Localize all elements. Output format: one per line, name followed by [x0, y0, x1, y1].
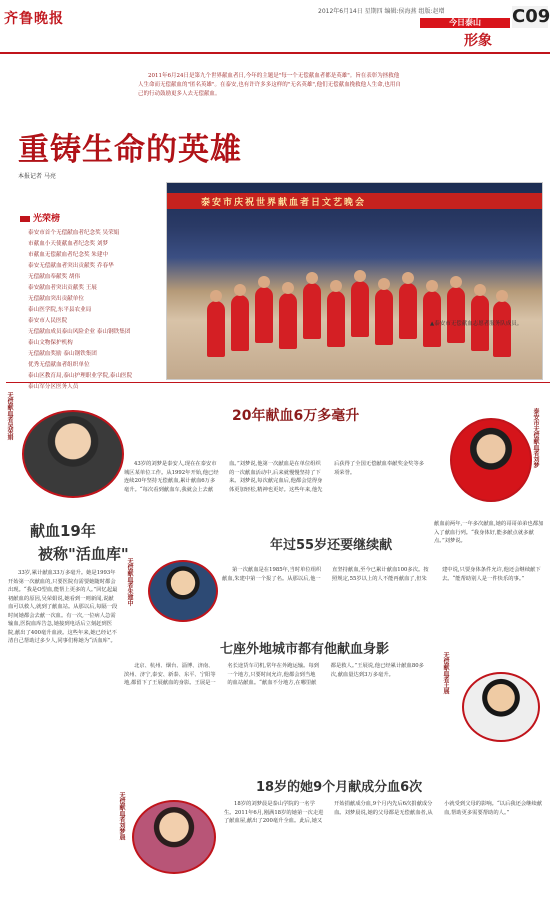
portrait-photo [462, 672, 540, 742]
volunteer-figure [231, 295, 249, 351]
honor-list-item: 无偿献血奉献奖 胡伟 [28, 274, 81, 280]
intro-paragraph: 2011年6月24日是第九个世界献血者日,今年的主题是"每一个无偿献血者都是英雄"。旨在表彰为拯救他人生命而无偿献血的"匿名英雄"。在泰安,也有许许多多这样的"无名英雄",他们无偿献血挽救他人生命,也用自己的行动鼓励更多人去无偿献血。 [138, 73, 401, 97]
section-divider [6, 382, 550, 383]
volunteer-figure [327, 291, 345, 347]
article-body: 33岁,累计献血33万多毫升。她是1993年开始第一次献血的,只要医院有需要她随时都会出现。“我是O型血,能帮上更多的人。”回忆起最初献血的原因,吴荣娟说,她看到一则新闻,说献血可以救人,就到了献血站。从那以后,每隔一段时间她都会去献一次血。有一次,一位病人急需输血,医院血库告急,她接到电话后立刻赶到医院,献出了400毫升血液。这些年来,她已经记不清自己帮助过多少人,同事们称她为“活血库”。 [8, 570, 118, 644]
article-body: 43岁的刘梦是泰安人,现在在泰安市城区某单位工作。从1992年开始,他已经连续20年坚持无偿献血,累计献血6万多毫升。“每次看到献血车,我就会上去献血。”刘梦说,他第一次献血是在单位组织的一次献血活动中,后来就慢慢坚持了下来。刘梦说,每次献完血后,他都会觉得身体更加轻松,精神也更好。这些年来,他先后获得了全国无偿献血奉献奖金奖等多项荣誉。 [124, 461, 425, 493]
dateline: 2012年6月14日 星期四 编辑:侯海燕 组版:赵增 [318, 8, 445, 15]
honor-list [28, 228, 178, 393]
article-body: 献血前两年,一年多次献血,她的哥哥弟弟也都加入了献血行列。“我身体好,能多献点就多献点。”刘梦说。 [434, 521, 544, 544]
honor-list-heading: 光荣榜 [20, 211, 60, 224]
volunteer-figure [303, 283, 321, 339]
portrait-photo [132, 800, 216, 874]
article-title: 被称"活血库" [38, 545, 129, 563]
photo-caption: ▲泰安市无偿献血志愿者服务队成员。 [430, 321, 523, 327]
volunteer-figure [375, 289, 393, 345]
honor-list-item: 泰山军分区医务人员 [28, 384, 79, 390]
article-title: 年过55岁还要继续献 [270, 538, 393, 553]
article-body: 18岁的刘梦晨是泰山学院的一名学生。2011年6月,刚满18岁的她第一次走进了献血屋,献出了200毫升全血。此后,她又开始捐献成分血,9个月内先后6次捐献成分血。刘梦晨说,她的父母都是无偿献血者,从小就受到父母的影响。“以后我还会继续献血,帮助更多需要帮助的人。” [224, 801, 543, 824]
portrait-photo [450, 418, 532, 502]
volunteer-figure [279, 293, 297, 349]
honor-list-item: 泰山医学院,东平县农业局 [28, 307, 92, 313]
honor-list-item: 无偿献血奖励 泰山钢铁集团 [28, 351, 97, 357]
portrait-photo [22, 410, 124, 498]
article-body: 北京、杭州、烟台、淄博、济南、滨州、济宁,泰安、新泰、东平、宁阳等地,都留下了王展献血的身影。王展是一名长途货车司机,常年在外跑运输。每到一个地方,只要时间允许,他都会到当地的血站献血。“献血不分地方,在哪里献都是救人。”王展说,他已经累计献血80多次,献血量达到3万多毫升。 [124, 663, 424, 686]
photo-caption-vertical: 无偿献血者朱建中 [126, 558, 133, 606]
volunteer-figure [493, 301, 511, 357]
honor-list-item: 市献血无偿献血者纪念奖 朱建中 [28, 252, 109, 258]
byline: 本报记者 马亮 [18, 173, 56, 180]
photo-caption-vertical: 泰安市无偿献血者刘梦 [532, 408, 539, 468]
page-number: C09 [512, 6, 550, 27]
portrait-photo [148, 560, 218, 622]
volunteer-figure [399, 283, 417, 339]
article-body: 第一次献血是在1985年,当时单位组织献血,朱建中第一个报了名。从那以后,他一直坚持献血,至今已累计献血100多次。按照规定,55岁以上的人不能再献血了,但朱建中说,只要身体条件允许,他还会继续献下去。“能帮助别人是一件快乐的事。” [222, 567, 541, 582]
honor-list-item: 无偿献血突出贡献单位 [28, 296, 84, 302]
honor-list-item: 优秀无偿献血者组织单位 [28, 362, 90, 368]
photo-caption-vertical: 无偿献血者刘梦晨 [118, 792, 125, 840]
volunteer-figure [447, 287, 465, 343]
photo-caption-vertical: 无偿献血者吴荣娟 [6, 392, 13, 440]
honor-list-item: 泰山区教育局,泰山护理职业学院,泰山医院 [28, 373, 133, 379]
honor-list-item: 泰山文物保护机构 [28, 340, 73, 346]
article-title: 18岁的她9个月献成分血6次 [256, 780, 423, 795]
newspaper-masthead: 齐鲁晚报 [4, 11, 64, 27]
stage-banner [167, 193, 542, 209]
article-title: 献血19年 [30, 522, 96, 540]
honor-list-item: 市献血小天使献血者纪念奖 刘梦 [28, 241, 109, 247]
section-tag: 今日泰山 [420, 18, 510, 28]
page-title: 重铸生命的英雄 [18, 132, 242, 168]
honor-list-item: 泰安无偿献血者突出贡献奖 乔春华 [28, 263, 114, 269]
volunteer-figure [351, 281, 369, 337]
volunteer-figure [255, 287, 273, 343]
honor-list-item: 无偿献血成员泰山风险企业 泰山钢铁集团 [28, 329, 131, 335]
article-title: 20年献血6万多毫升 [232, 408, 360, 424]
honor-list-item: 泰安献血者突出贡献奖 王展 [28, 285, 97, 291]
volunteer-figure [423, 291, 441, 347]
volunteer-figure [207, 301, 225, 357]
stage-banner-text: 泰安市庆祝世界献血者日文艺晚会 [201, 198, 367, 208]
honor-list-item: 泰安市首个无偿献血者纪念奖 吴荣娟 [28, 230, 120, 236]
article-title: 七座外地城市都有他献血身影 [220, 642, 390, 657]
honor-list-item: 泰安市人民医院 [28, 318, 68, 324]
group-photo [166, 182, 543, 380]
photo-caption-vertical: 无偿献血者王展 [442, 652, 449, 694]
section-name: 形象 [464, 33, 492, 49]
header-rule [0, 52, 550, 54]
